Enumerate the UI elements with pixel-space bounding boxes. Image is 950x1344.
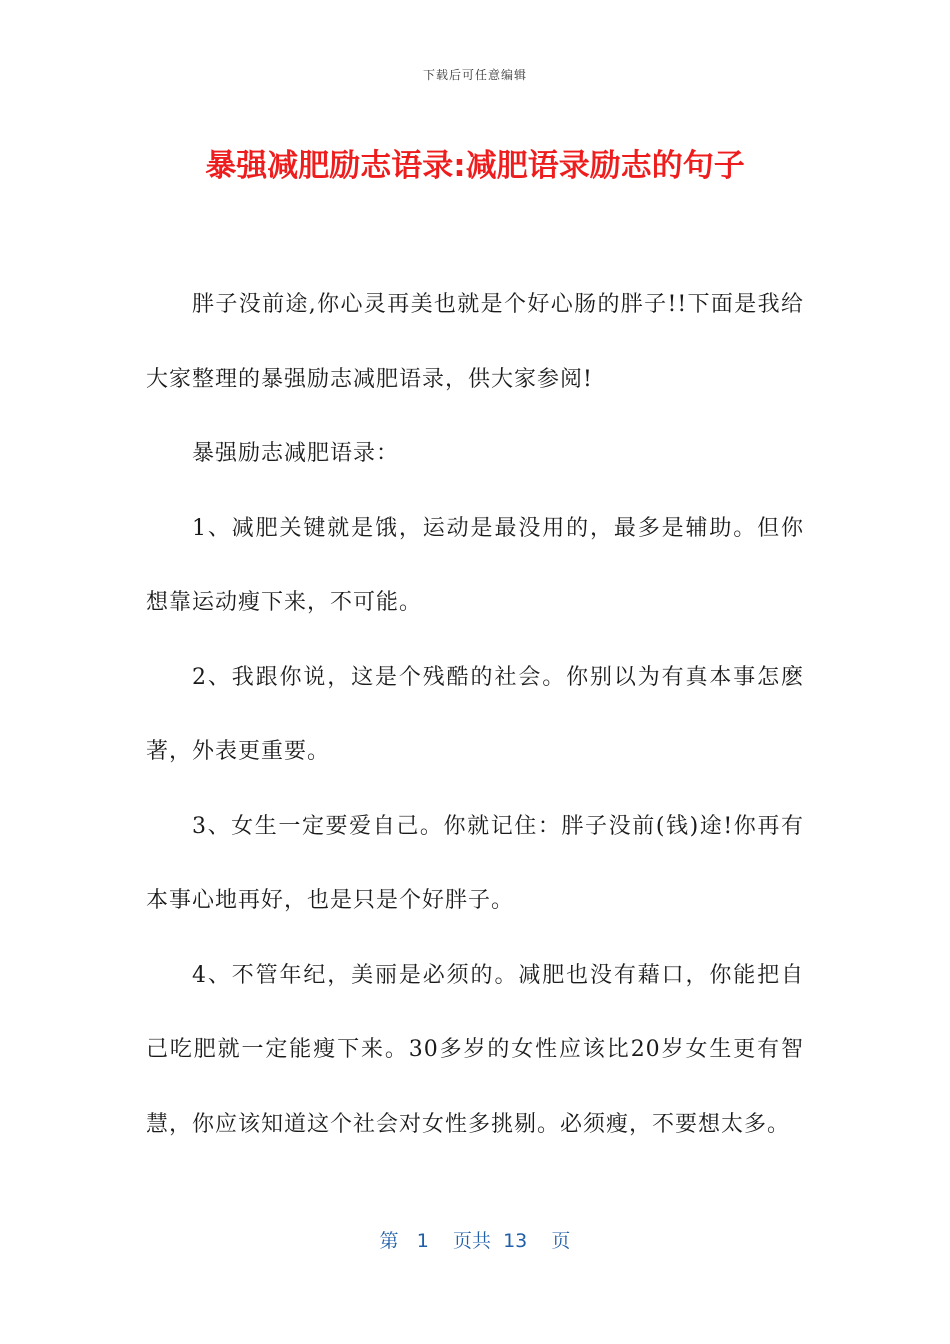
document-title: 暴强减肥励志语录:减肥语录励志的句子 (205, 148, 745, 184)
paragraph-item-4: 4、不管年纪，美丽是必须的。减肥也没有藉口，你能把自己吃肥就一定能瘦下来。30多岁的女性应该比20岁女生更有智慧，你应该知道这个社会对女性多挑剔。必须瘦，不要想太多。 (146, 962, 804, 1137)
paragraph-item-2: 2、我跟你说，这是个残酷的社会。你别以为有真本事怎麽著，外表更重要。 (146, 664, 804, 764)
paragraph-subheading: 暴强励志减肥语录： (192, 441, 400, 466)
page-footer (0, 1226, 950, 1253)
header-note: 下载后可任意编辑 (422, 68, 527, 82)
page-suffix: 页 (551, 1230, 571, 1252)
page-total: 13 (503, 1230, 528, 1252)
document-body (146, 268, 804, 1162)
page-middle: 页共 (452, 1230, 491, 1252)
paragraph-intro: 胖子没前途,你心灵再美也就是个好心肠的胖子!!下面是我给大家整理的暴强励志减肥语录，供大家参阅! (146, 292, 804, 392)
page-current: 1 (416, 1230, 429, 1252)
paragraph-item-1: 1、减肥关键就是饿，运动是最没用的，最多是辅助。但你想靠运动瘦下来，不可能。 (146, 515, 804, 615)
page-prefix: 第 (379, 1230, 399, 1252)
paragraph-item-3: 3、女生一定要爱自己。你就记住：胖子没前(钱)途!你再有本事心地再好，也是只是个好胖子。 (146, 813, 804, 913)
